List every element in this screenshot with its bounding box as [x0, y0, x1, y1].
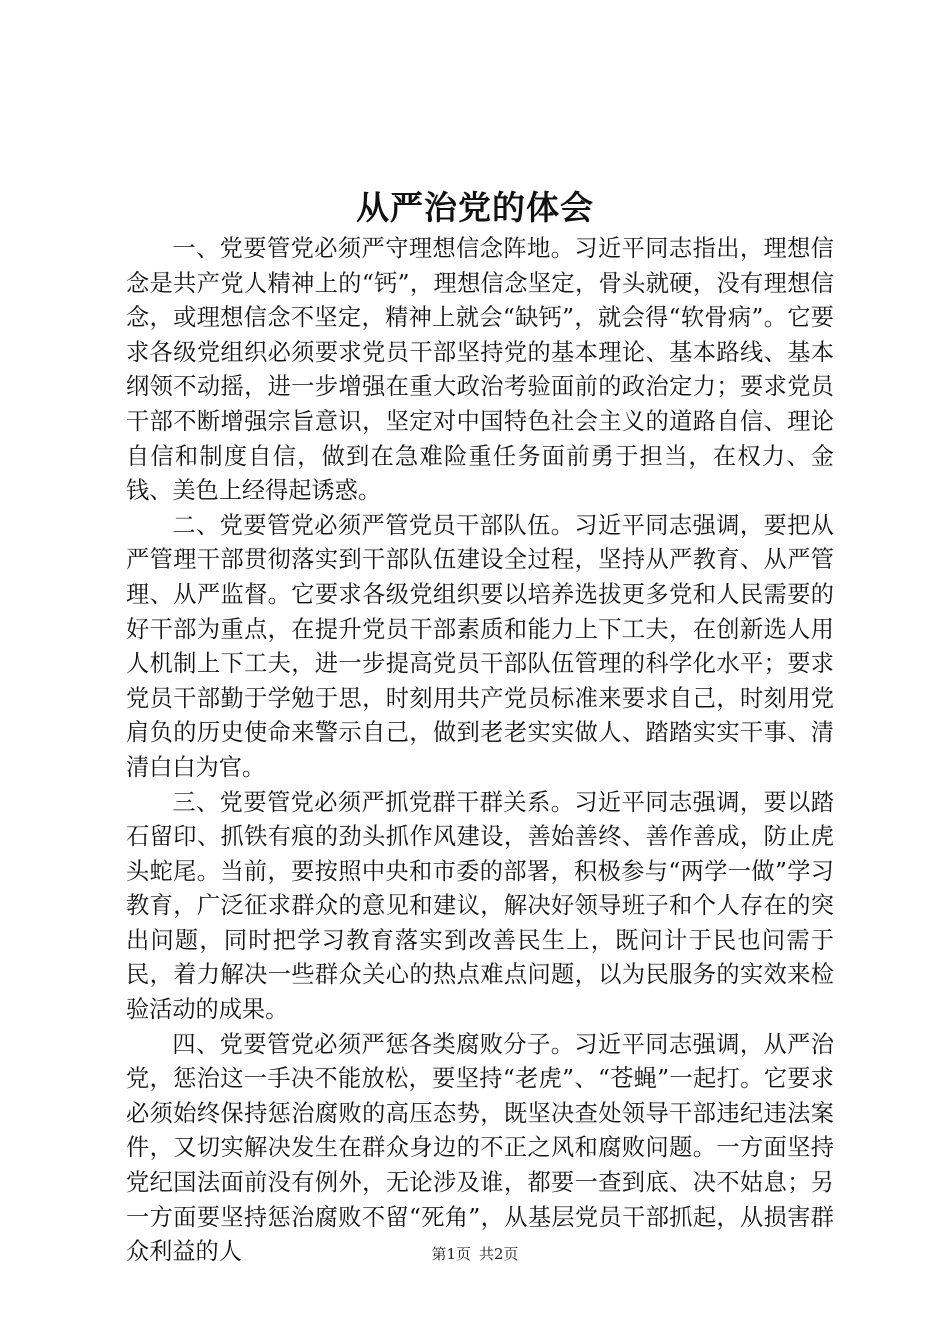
paragraph: 三、党要管党必须严抓党群干群关系。习近平同志强调，要以踏石留印、抓铁有痕的劲头抓作风建设，善始善终、善作善成，防止虎头蛇尾。当前，要按照中央和市委的部署，积极参与“两学一做”学习教育，广泛征求群众的意见和建议，解决好领导班子和个人存在的突出问题，同时把学习教育落实到改善民生上，既问计于民也问需于民，着力解决一些群众关心的热点难点问题，以为民服务的实效来检验活动的成果。 [126, 788, 834, 1024]
page-footer [0, 1244, 950, 1264]
paragraph: 二、党要管党必须严管党员干部队伍。习近平同志强调，要把从严管理干部贯彻落实到干部队伍建设全过程，坚持从严教育、从严管理、从严监督。它要求各级党组织要以培养选拔更多党和人民需要的好干部为重点，在提升党员干部素质和能力上下工夫，在创新选人用人机制上下工夫，进一步提高党员干部队伍管理的科学化水平；要求党员干部勤于学勉于思，时刻用共产党员标准来要求自己，时刻用党肩负的历史使命来警示自己，做到老老实实做人、踏踏实实干事、清清白白为官。 [126, 511, 834, 781]
page-number: 第1页 [431, 1245, 471, 1263]
paragraph: 四、党要管党必须严惩各类腐败分子。习近平同志强调，从严治党，惩治这一手决不能放松，要坚持“老虎”、“苍蝇”一起打。它要求必须始终保持惩治腐败的高压态势，既坚决查处领导干部违纪违法案件，又切实解决发生在群众身边的不正之风和腐败问题。一方面坚持党纪国法面前没有例外，无论涉及谁，都要一查到底、决不姑息；另一方面要坚持惩治腐败不留“死角”，从基层党员干部抓起，从损害群众利益的人 [126, 1030, 834, 1266]
document-title: 从严治党的体会 [356, 188, 594, 227]
paragraph: 一、党要管党必须严守理想信念阵地。习近平同志指出，理想信念是共产党人精神上的“钙”，理想信念坚定，骨头就硬，没有理想信念，或理想信念不坚定，精神上就会“缺钙”，就会得“软骨病”。它要求各级党组织必须要求党员干部坚持党的基本理论、基本路线、基本纲领不动摇，进一步增强在重大政治考验面前的政治定力；要求党员干部不断增强宗旨意识，坚定对中国特色社会主义的道路自信、理论自信和制度自信，做到在急难险重任务面前勇于担当，在权力、金钱、美色上经得起诱惑。 [126, 235, 834, 505]
page-total: 共2页 [479, 1245, 519, 1263]
document-body [126, 232, 834, 1270]
